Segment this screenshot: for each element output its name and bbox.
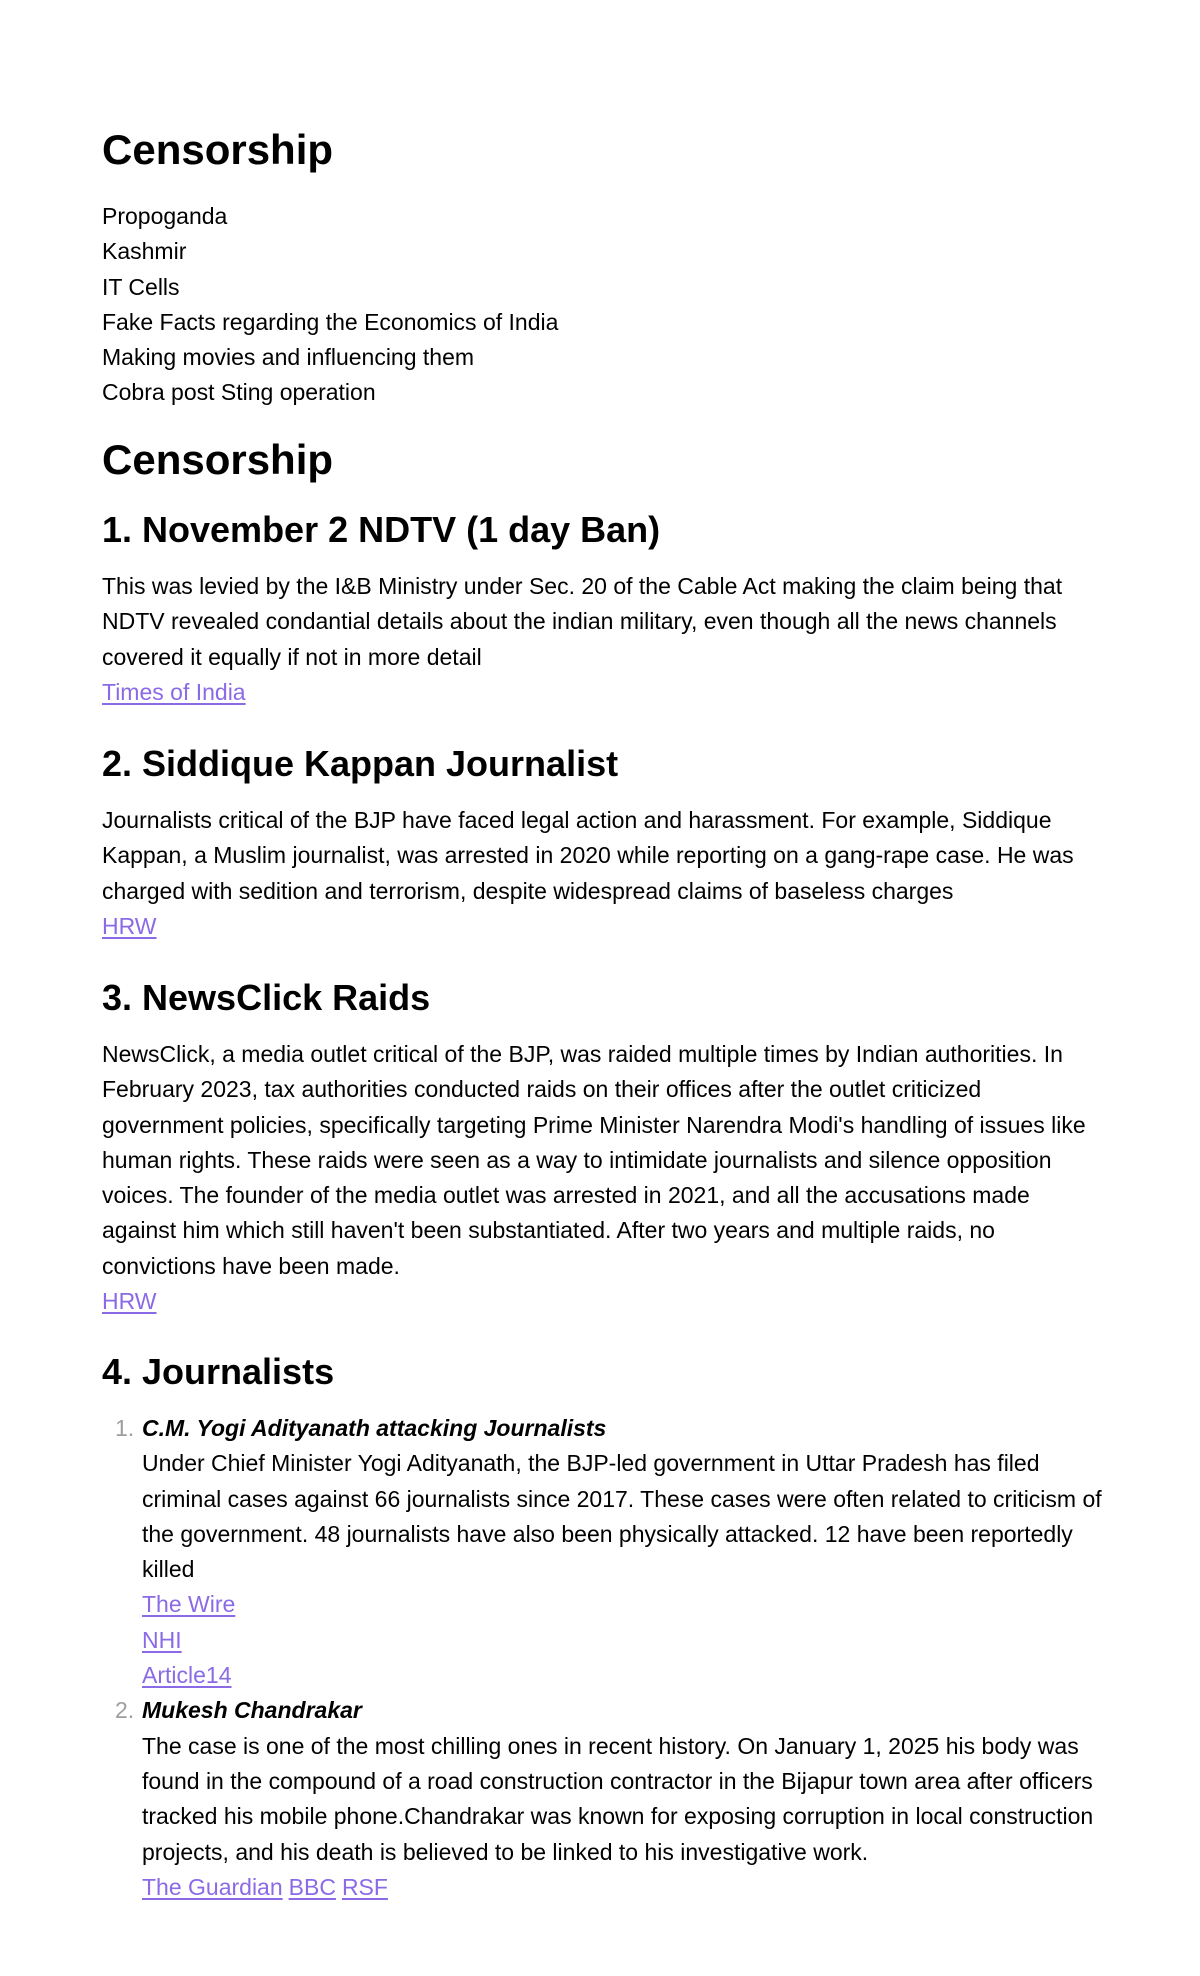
source-link[interactable]: The Wire	[142, 1591, 236, 1618]
list-item	[102, 1693, 1102, 1905]
list-number: 2.	[115, 1697, 135, 1724]
source-link[interactable]: HRW	[102, 912, 157, 939]
source-link[interactable]: NHI	[142, 1626, 182, 1653]
section-title: Censorship	[102, 436, 334, 483]
section-body: This was levied by the I&B Ministry under Sec. 20 of the Cable Act making the claim being that NDTV revealed condantial details about the indian military, even though all the news channels covered it equally if not in more detail	[102, 573, 1063, 670]
section-body: NewsClick, a media outlet critical of the BJP, was raided multiple times by Indian authorities. In February 2023, tax authorities conducted raids on their offices after the outlet criticized government policies, specifically targeting Prime Minister Narendra Modi's handling of issues like human rights. These raids were seen as a way to intimidate journalists and silence opposition voices. The founder of the media outlet was arrested in 2021, and all the accusations made against him which still haven't been substantiated. After two years and multiple raids, no convictions have been made.	[102, 1041, 1086, 1279]
source-link[interactable]: Times of India	[102, 678, 246, 705]
section-heading: 3. NewsClick Raids	[102, 977, 431, 1018]
source-link[interactable]: The Guardian	[142, 1873, 283, 1900]
item-title: Mukesh Chandrakar	[142, 1697, 362, 1724]
section-ndtv	[102, 507, 1102, 710]
section-newsclick	[102, 975, 1102, 1319]
topic-item: Kashmir	[102, 238, 187, 265]
topic-item: Fake Facts regarding the Economics of India	[102, 308, 559, 335]
source-links	[142, 1870, 1102, 1905]
topic-item: Cobra post Sting operation	[102, 379, 376, 406]
section-heading: 1. November 2 NDTV (1 day Ban)	[102, 509, 661, 550]
topic-list	[102, 199, 558, 411]
list-number: 1.	[115, 1415, 135, 1441]
document-title: Censorship	[102, 126, 334, 173]
list-item	[102, 1411, 1102, 1693]
topic-item: IT Cells	[102, 273, 180, 300]
source-link[interactable]: HRW	[102, 1288, 157, 1315]
item-title: C.M. Yogi Adityanath attacking Journalists	[142, 1415, 607, 1441]
item-body: The case is one of the most chilling ones in recent history. On January 1, 2025 his body was found in the compound of a road construction contractor in the Bijapur town area after officers tracked his mobile phone.Chandrakar was known for exposing corruption in local construction projects, and his death is believed to be linked to his investigative work.	[142, 1732, 1094, 1865]
section-heading: 4. Journalists	[102, 1351, 335, 1392]
source-link[interactable]: BBC	[288, 1873, 336, 1900]
topic-item: Propoganda	[102, 203, 228, 229]
topic-item: Making movies and influencing them	[102, 344, 475, 371]
source-link[interactable]: RSF	[341, 1873, 388, 1900]
section-body: Journalists critical of the BJP have faced legal action and harassment. For example, Siddique Kappan, a Muslim journalist, was arrested in 2020 while reporting on a gang-rape case. He was charged with sedition and terrorism, despite widespread claims of baseless charges	[102, 807, 1074, 904]
journalist-list	[102, 1411, 1102, 1905]
section-journalists	[102, 1349, 1102, 1905]
item-body: Under Chief Minister Yogi Adityanath, the BJP-led government in Uttar Pradesh has filed criminal cases against 66 journalists since 2017. These cases were often related to criticism of the government. 48 journalists have also been physically attacked. 12 have been reportedly killed	[142, 1450, 1102, 1583]
section-kappan	[102, 741, 1102, 944]
source-link[interactable]: Article14	[142, 1662, 232, 1689]
section-heading: 2. Siddique Kappan Journalist	[102, 743, 619, 784]
